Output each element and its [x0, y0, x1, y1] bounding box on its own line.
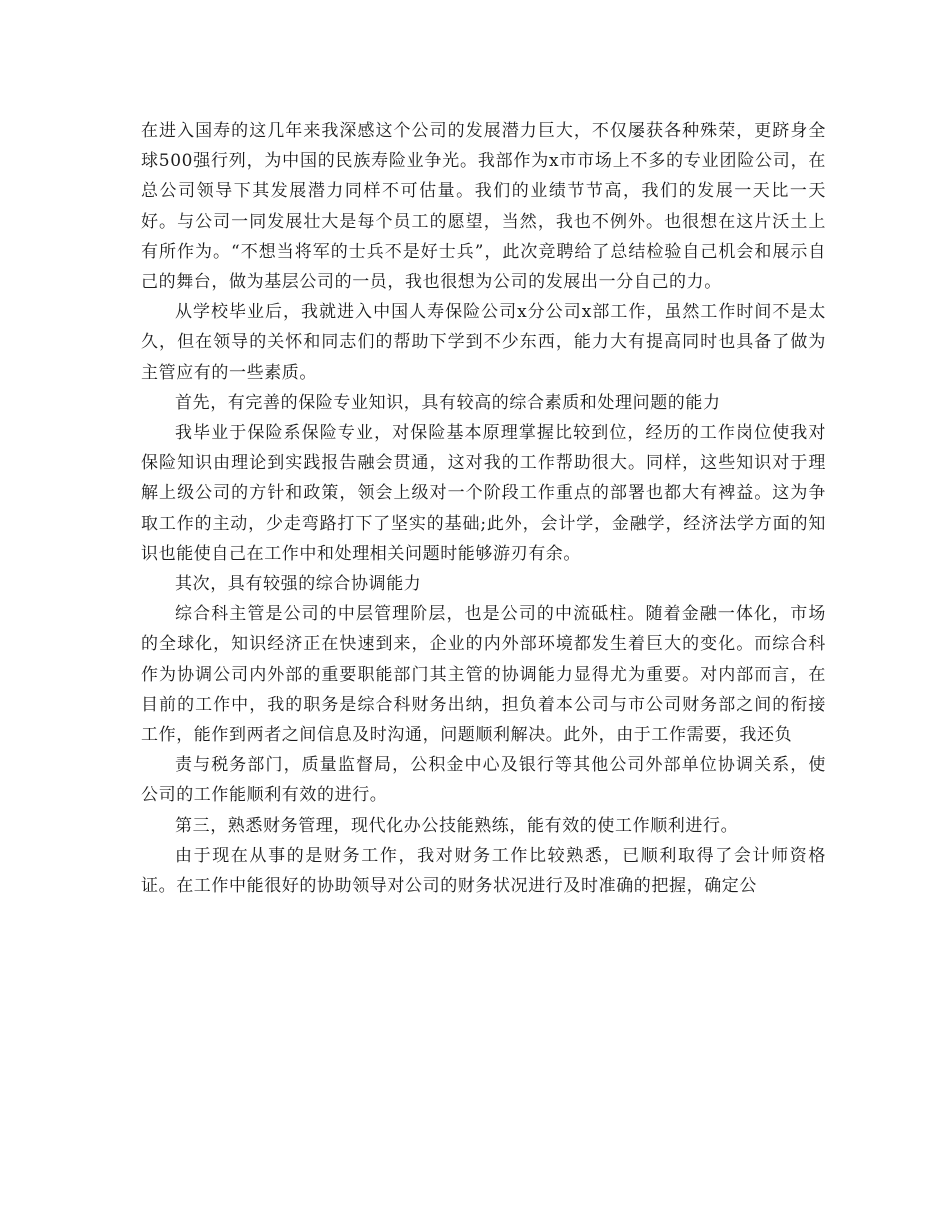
paragraph-9: 由于现在从事的是财务工作，我对财务工作比较熟悉，已顺利取得了会计师资格证。在工作中能很好的协助领导对公司的财务状况进行及时准确的把握，确定公 — [141, 845, 826, 897]
paragraph-6: 综合科主管是公司的中层管理阶层，也是公司的中流砥柱。随着金融一体化，市场的全球化，知识经济正在快速到来，企业的内外部环境都发生着巨大的变化。而综合科作为协调公司内外部的重要职能部门其主管的协调能力显得尤为重要。对内部而言，在目前的工作中，我的职务是综合科财务出纳，担负着本公司与市公司财务部之间的衔接工作，能作到两者之间信息及时沟通，问题顺利解决。此外，由于工作需要，我还负 — [141, 604, 826, 746]
paragraph-7: 责与税务部门，质量监督局，公积金中心及银行等其他公司外部单位协调关系，使公司的工作能顺利有效的进行。 — [141, 755, 826, 806]
paragraph-1: 在进入国寿的这几年来我深感这个公司的发展潜力巨大，不仅屡获各种殊荣，更跻身全球500强行列，为中国的民族寿险业争光。我部作为x市市场上不多的专业团险公司，在总公司领导下其发展潜力同样不可估量。我们的业绩节节高，我们的发展一天比一天好。与公司一同发展壮大是每个员工的愿望，当然，我也不例外。也很想在这片沃土上有所作为。“不想当将军的士兵不是好士兵”，此次竞聘给了总结检验自己机会和展示自己的舞台，做为基层公司的一员，我也很想为公司的发展出一分自己的力。 — [141, 121, 826, 293]
document-body — [141, 116, 826, 901]
paragraph-8: 第三，熟悉财务管理，现代化办公技能熟练，能有效的使工作顺利进行。 — [175, 815, 739, 836]
paragraph-4: 我毕业于保险系保险专业，对保险基本原理掌握比较到位，经历的工作岗位使我对保险知识由理论到实践报告融会贯通，这对我的工作帮助很大。同样，这些知识对于理解上级公司的方针和政策，领会上级对一个阶段工作重点的部署也都大有裨益。这为争取工作的主动，少走弯路打下了坚实的基础;此外，会计学，金融学，经济法学方面的知识也能使自己在工作中和处理相关问题时能够游刃有余。 — [141, 423, 826, 564]
paragraph-5: 其次，具有较强的综合协调能力 — [175, 574, 422, 595]
paragraph-3: 首先，有完善的保险专业知识，具有较高的综合素质和处理问题的能力 — [175, 392, 721, 413]
paragraph-2: 从学校毕业后，我就进入中国人寿保险公司x分公司x部工作，虽然工作时间不是太久，但在领导的关怀和同志们的帮助下学到不少东西，能力大有提高同时也具备了做为主管应有的一些素质。 — [141, 302, 826, 383]
